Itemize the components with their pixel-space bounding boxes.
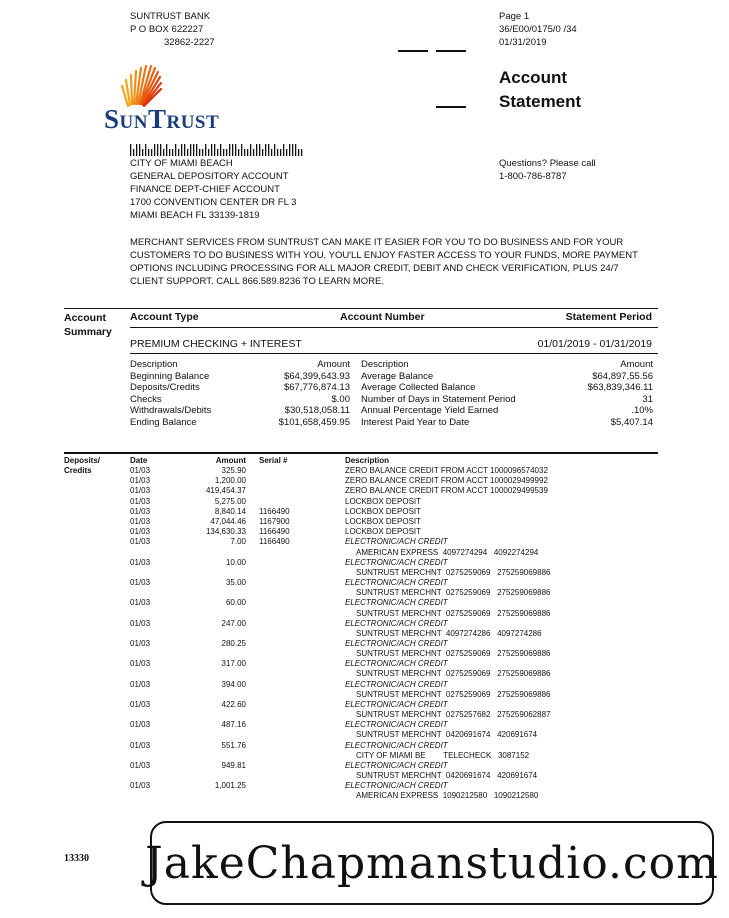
row-amount: 1,200.00 [214,476,246,486]
row-description: ELECTRONIC/ACH CREDIT [345,781,448,791]
section-label-line: Credits [64,466,92,475]
statement-code: 36/E00/0175/0 /34 [499,24,577,35]
watermark-text: JakeChapmanstudio.com [145,837,719,889]
row-amount: 134,630.33 [205,527,246,537]
summary-left-row [130,371,350,383]
barcode-bar [199,149,200,156]
row-description: LOCKBOX DEPOSIT [345,506,422,516]
barcode-bar [274,144,275,156]
barcode-bar [223,149,224,156]
summary-right-header [361,359,653,371]
barcode-bar [244,149,245,156]
row-amount: 419,454.37 [205,486,246,496]
row-description: LOCKBOX DEPOSIT [345,527,422,537]
row-date: 01/03 [130,496,151,506]
recipient-line: CITY OF MIAMI BEACH [130,158,233,169]
questions-label: Questions? Please call [499,158,596,169]
row-description-detail: AMERICAN EXPRESS 4097274294 4092274294 [356,547,539,557]
summary-amount: $63,839,346.11 [587,382,653,393]
sender-zip: 32862-2227 [164,37,215,48]
barcode-bar [241,144,242,156]
col-account-number: Account Number [340,311,425,323]
barcode-bar [226,149,227,156]
row-description: ELECTRONIC/ACH CREDIT [345,578,448,588]
summary-left-row [130,394,350,406]
row-date: 01/03 [130,618,151,628]
section-label-line: Account [64,312,106,324]
barcode-bar [238,149,239,156]
barcode-bar [166,144,167,156]
barcode-bar [229,144,230,156]
row-description: ELECTRONIC/ACH CREDIT [345,699,448,709]
barcode-bar [130,144,131,156]
row-serial: 1166490 [259,537,290,547]
row-description-detail: SUNTRUST MERCHNT 0275259069 275259069886 [356,567,551,577]
summary-section-label [64,311,112,339]
row-serial: 1167900 [259,517,290,526]
barcode-bar [211,144,212,156]
row-date: 01/03 [130,506,151,516]
row-description-detail: SUNTRUST MERCHNT 0275257682 275259062887 [356,710,551,720]
row-description-detail: AMERICAN EXPRESS 1090212580 1090212580 [356,791,539,801]
statement-title [499,66,581,114]
row-date: 01/03 [130,740,151,750]
summary-left-row [130,382,350,394]
row-description: ELECTRONIC/ACH CREDIT [345,598,448,608]
barcode-bar [232,144,233,156]
row-description: ZERO BALANCE CREDIT FROM ACCT 1000096574032 [345,466,548,475]
title-line-2: Statement [499,92,582,111]
barcode-bar [280,149,281,156]
row-description: ELECTRONIC/ACH CREDIT [345,618,448,628]
questions-contact [499,157,596,183]
summary-amount: $101,658,459.95 [278,416,350,428]
barcode-bar [277,149,278,156]
summary-right-row [361,382,653,394]
row-date: 01/03 [130,598,151,608]
row-description: ELECTRONIC/ACH CREDIT [345,557,448,567]
barcode-bar [187,149,188,156]
statement-period-value: 01/01/2019 - 01/31/2019 [537,338,652,350]
left-amount-header: Amount [317,359,350,370]
summary-amount: .10% [631,405,653,416]
barcode-bar [289,144,290,156]
row-amount: 7.00 [230,537,246,547]
summary-left-row [130,417,350,429]
summary-amount: $30,518,058.11 [284,405,350,416]
row-description: ELECTRONIC/ACH CREDIT [345,679,448,689]
summary-left-header [130,359,350,371]
barcode-bar [184,144,185,156]
col-date: Date [130,456,148,465]
row-amount: 1,001.25 [214,781,246,791]
barcode-bar [148,149,149,156]
summary-desc: Beginning Balance [130,370,210,382]
row-amount: 8,840.14 [214,506,246,516]
deposits-top-rule [64,452,658,454]
barcode-bar [142,149,143,156]
row-description: ELECTRONIC/ACH CREDIT [345,639,448,648]
summary-desc: Average Balance [361,370,434,382]
row-date: 01/03 [130,720,151,730]
mark-dash [398,50,428,52]
section-label-line: Deposits/ [64,456,101,465]
summary-top-rule [64,308,658,309]
left-desc-header: Description [130,359,178,370]
barcode-bar [151,149,152,156]
document-number: 13330 [64,853,89,864]
row-description: ZERO BALANCE CREDIT FROM ACCT 1000029499539 [345,486,548,496]
row-description-detail: SUNTRUST MERCHNT 0420691674 420691674 [356,770,538,780]
recipient-line: 1700 CONVENTION CENTER DR FL 3 [130,197,297,208]
row-amount: 325.90 [221,466,246,475]
barcode-bar [205,144,206,156]
mark-dash [436,50,466,52]
barcode-bar [262,149,263,156]
summary-left-table [130,359,350,428]
barcode-bar [181,144,182,156]
barcode-bar [196,144,197,156]
barcode-bar [136,144,137,156]
barcode-bar [160,144,161,156]
summary-right-table [361,359,653,428]
summary-desc: Deposits/Credits [130,382,200,393]
col-description: Description [345,456,390,465]
barcode-bar [217,149,218,156]
barcode-bar [259,144,260,156]
row-date: 01/03 [130,486,151,496]
summary-desc: Annual Percentage Yield Earned [361,405,499,416]
summary-left-row [130,405,350,417]
summary-right-row [361,417,653,429]
watermark-box [145,821,719,905]
row-description: ELECTRONIC/ACH CREDIT [345,659,448,669]
summary-desc: Ending Balance [130,416,197,428]
barcode-bar [193,144,194,156]
row-date: 01/03 [130,466,151,475]
barcode-bar [169,149,170,156]
row-amount: 422.60 [221,699,246,709]
row-amount: 60.00 [225,598,246,608]
right-desc-header: Description [361,359,409,370]
summary-desc: Checks [130,393,162,405]
row-description-detail: SUNTRUST MERCHNT 0275259069 275259069886 [356,689,551,699]
row-description: ELECTRONIC/ACH CREDIT [345,740,448,750]
barcode-bar [154,144,155,156]
row-description-detail: SUNTRUST MERCHNT 0275259069 275259069886 [356,588,551,598]
row-description: ELECTRONIC/ACH CREDIT [345,720,448,730]
sender-address [130,10,215,49]
summary-amount: $.00 [331,393,350,405]
row-date: 01/03 [130,557,151,567]
row-description: ELECTRONIC/ACH CREDIT [345,537,448,547]
row-description: LOCKBOX DEPOSIT [345,517,422,526]
row-description: LOCKBOX DEPOSIT [345,496,422,506]
barcode-bar [271,149,272,156]
summary-desc: Interest Paid Year to Date [361,416,470,428]
barcode-bar [268,144,269,156]
barcode-bar [133,149,134,156]
mark-dash [436,106,466,108]
row-date: 01/03 [130,781,151,791]
barcode-bar [295,144,296,156]
barcode-bar [286,149,287,156]
barcode-bar [292,144,293,156]
row-amount: 10.00 [225,557,246,567]
row-amount: 247.00 [221,618,246,628]
barcode-bar [256,144,257,156]
barcode-bar [163,149,164,156]
summary-amount: $64,897,55.56 [592,370,653,382]
barcode-bar [214,144,215,156]
recipient-line: FINANCE DEPT-CHIEF ACCOUNT [130,184,280,195]
summary-header-rule [130,327,658,328]
barcode-bar [298,149,299,156]
barcode-bar [283,144,284,156]
summary-amount: $64,399,643.93 [283,370,350,382]
barcode-bar [202,149,203,156]
col-account-type: Account Type [130,311,199,323]
row-amount: 949.81 [221,760,246,770]
logo-wordmark: SunTrust [104,104,220,134]
col-statement-period: Statement Period [565,311,652,323]
barcode-bar [145,144,146,156]
row-amount: 35.00 [225,578,246,588]
row-amount: 317.00 [221,659,246,669]
account-type-value: PREMIUM CHECKING + INTEREST [130,338,302,350]
title-line-1: Account [499,68,567,87]
row-date: 01/03 [130,537,151,547]
summary-right-row [361,371,653,383]
questions-phone: 1-800-786-8787 [499,171,567,182]
row-serial: 1166490 [259,527,290,537]
postal-barcode-icon [130,144,305,156]
right-amount-header: Amount [620,359,653,370]
summary-values-rule [130,353,658,354]
barcode-bar [247,149,248,156]
row-description: ZERO BALANCE CREDIT FROM ACCT 1000029499992 [345,476,548,486]
row-description-detail: SUNTRUST MERCHNT 0275259069 275259069886 [356,649,551,659]
row-description-detail: SUNTRUST MERCHNT 0420691674 420691674 [356,730,538,740]
summary-right-row [361,394,653,406]
recipient-line: MIAMI BEACH FL 33139-1819 [130,210,260,221]
sender-name: SUNTRUST BANK [130,11,211,22]
row-date: 01/03 [130,639,151,648]
statement-date: 01/31/2019 [499,37,547,48]
page-info [499,10,577,49]
row-description-detail: SUNTRUST MERCHNT 0275259069 275259069886 [356,608,551,618]
row-amount: 487.16 [221,720,246,730]
row-amount: 394.00 [221,679,246,689]
barcode-bar [157,144,158,156]
barcode-bar [172,149,173,156]
row-date: 01/03 [130,659,151,669]
summary-desc: Number of Days in Statement Period [361,393,516,405]
row-date: 01/03 [130,476,151,486]
sender-pobox: P O BOX 622227 [130,24,204,35]
barcode-bar [301,149,302,156]
barcode-bar [175,144,176,156]
row-description-detail: SUNTRUST MERCHNT 4097274286 4097274286 [356,628,542,638]
row-amount: 280.25 [221,639,246,648]
summary-amount: $5,407.14 [610,416,653,428]
col-amount: Amount [215,456,246,465]
row-serial: 1166490 [259,506,290,516]
row-amount: 5,275.00 [214,496,246,506]
barcode-bar [220,144,221,156]
barcode-bar [178,149,179,156]
summary-amount: 31 [642,393,653,405]
section-label-line: Summary [64,326,112,338]
summary-right-row [361,405,653,417]
row-description-detail: SUNTRUST MERCHNT 0275259069 275259069886 [356,669,551,679]
barcode-bar [190,144,191,156]
summary-desc: Average Collected Balance [361,382,476,393]
barcode-bar [235,144,236,156]
barcode-bar [253,149,254,156]
row-amount: 551.76 [221,740,246,750]
recipient-line: GENERAL DEPOSITORY ACCOUNT [130,171,289,182]
barcode-bar [139,144,140,156]
col-serial: Serial # [259,456,288,465]
recipient-address [130,157,296,222]
row-date: 01/03 [130,679,151,689]
barcode-bar [208,149,209,156]
row-description: ELECTRONIC/ACH CREDIT [345,760,448,770]
row-description-detail: CITY OF MIAMI BE TELECHECK 3087152 [356,750,530,760]
barcode-bar [250,144,251,156]
page-number: Page 1 [499,11,530,22]
row-date: 01/03 [130,517,151,526]
row-date: 01/03 [130,578,151,588]
row-date: 01/03 [130,760,151,770]
summary-desc: Withdrawals/Debits [130,405,212,416]
deposits-section-label [64,456,100,476]
summary-amount: $67,776,874.13 [283,382,350,393]
row-date: 01/03 [130,699,151,709]
row-date: 01/03 [130,527,151,537]
barcode-bar [265,144,266,156]
promo-message: MERCHANT SERVICES FROM SUNTRUST CAN MAKE IT EASIER FOR YOU TO DO BUSINESS AND FOR YOUR CUSTOMERS TO DO BUSINESS WITH YOU. YOU'LL ENJOY FASTER ACCESS TO YOUR FUNDS, MORE PAYMENT OPTIONS INCLUDING PROCESSING FOR ALL MAJOR CREDIT, DEBIT AND CHECK VERIFICATION, PLUS 24/7 CLIENT SUPPORT. CALL 866.589.8236 TO LEARN MORE. [130,237,638,287]
row-amount: 47,044.46 [210,517,246,526]
